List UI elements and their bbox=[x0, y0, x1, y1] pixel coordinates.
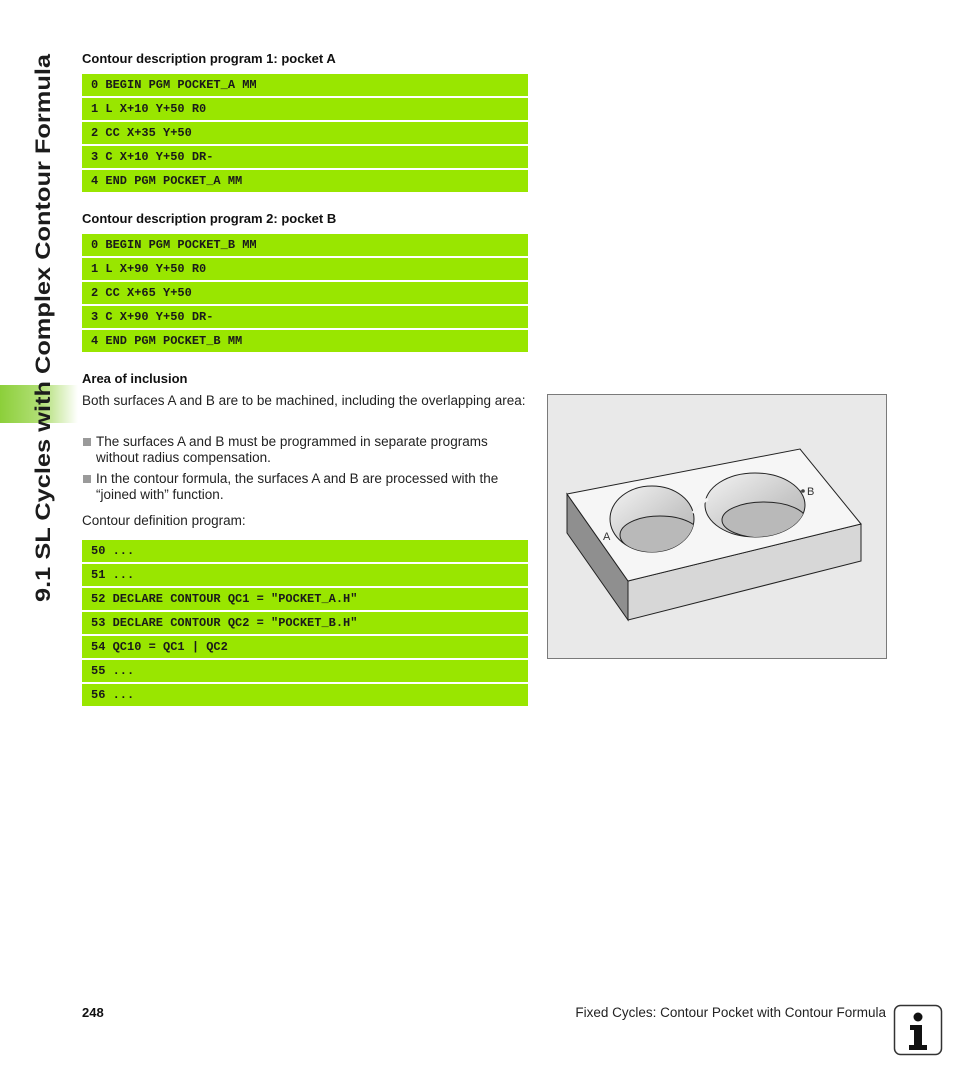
code-line: 2 CC X+65 Y+50 bbox=[82, 282, 528, 304]
bullet-square-icon bbox=[83, 438, 91, 446]
code-line: 56 ... bbox=[82, 684, 528, 706]
code-line: 50 ... bbox=[82, 540, 528, 562]
bullet-text: In the contour formula, the surfaces A and B are processed with the “joined with” function. bbox=[96, 471, 499, 502]
side-chapter-title-text: 9.1 SL Cycles with Complex Contour Formula bbox=[31, 137, 55, 602]
code-line: 55 ... bbox=[82, 660, 528, 682]
code-line: 52 DECLARE CONTOUR QC1 = "POCKET_A.H" bbox=[82, 588, 528, 610]
inclusion-intro: Both surfaces A and B are to be machined, including the overlapping area: bbox=[82, 393, 526, 408]
bullet-text: The surfaces A and B must be programmed in separate programs without radius compensation. bbox=[96, 434, 488, 465]
code-block-pocket-b bbox=[82, 234, 528, 354]
code-line: 0 BEGIN PGM POCKET_B MM bbox=[82, 234, 528, 256]
contour-definition-label: Contour definition program: bbox=[82, 513, 246, 528]
section2-heading: Contour description program 2: pocket B bbox=[82, 211, 337, 226]
bullet-item bbox=[82, 471, 528, 503]
code-line: 1 L X+10 Y+50 R0 bbox=[82, 98, 528, 120]
code-line: 2 CC X+35 Y+50 bbox=[82, 122, 528, 144]
label-a: A bbox=[603, 531, 611, 543]
code-line: 3 C X+10 Y+50 DR- bbox=[82, 146, 528, 168]
code-line: 51 ... bbox=[82, 564, 528, 586]
footer-title: Fixed Cycles: Contour Pocket with Contour Formula bbox=[575, 1005, 886, 1020]
code-line: 4 END PGM POCKET_B MM bbox=[82, 330, 528, 352]
code-block-pocket-a bbox=[82, 74, 528, 194]
section3-heading: Area of inclusion bbox=[82, 371, 188, 386]
code-line: 53 DECLARE CONTOUR QC2 = "POCKET_B.H" bbox=[82, 612, 528, 634]
bullet-square-icon bbox=[83, 475, 91, 483]
code-line: 1 L X+90 Y+50 R0 bbox=[82, 258, 528, 280]
pocket-illustration bbox=[547, 394, 887, 659]
side-chapter-title bbox=[0, 20, 80, 620]
code-block-contour-definition bbox=[82, 540, 528, 708]
label-b-dot bbox=[801, 489, 805, 493]
code-line: 3 C X+90 Y+50 DR- bbox=[82, 306, 528, 328]
section1-heading: Contour description program 1: pocket A bbox=[82, 51, 336, 66]
code-line: 4 END PGM POCKET_A MM bbox=[82, 170, 528, 192]
label-b: B bbox=[807, 486, 815, 498]
info-icon bbox=[893, 1004, 943, 1056]
page-number: 248 bbox=[82, 1005, 104, 1020]
bullet-item bbox=[82, 434, 528, 466]
code-line: 0 BEGIN PGM POCKET_A MM bbox=[82, 74, 528, 96]
code-line: 54 QC10 = QC1 | QC2 bbox=[82, 636, 528, 658]
